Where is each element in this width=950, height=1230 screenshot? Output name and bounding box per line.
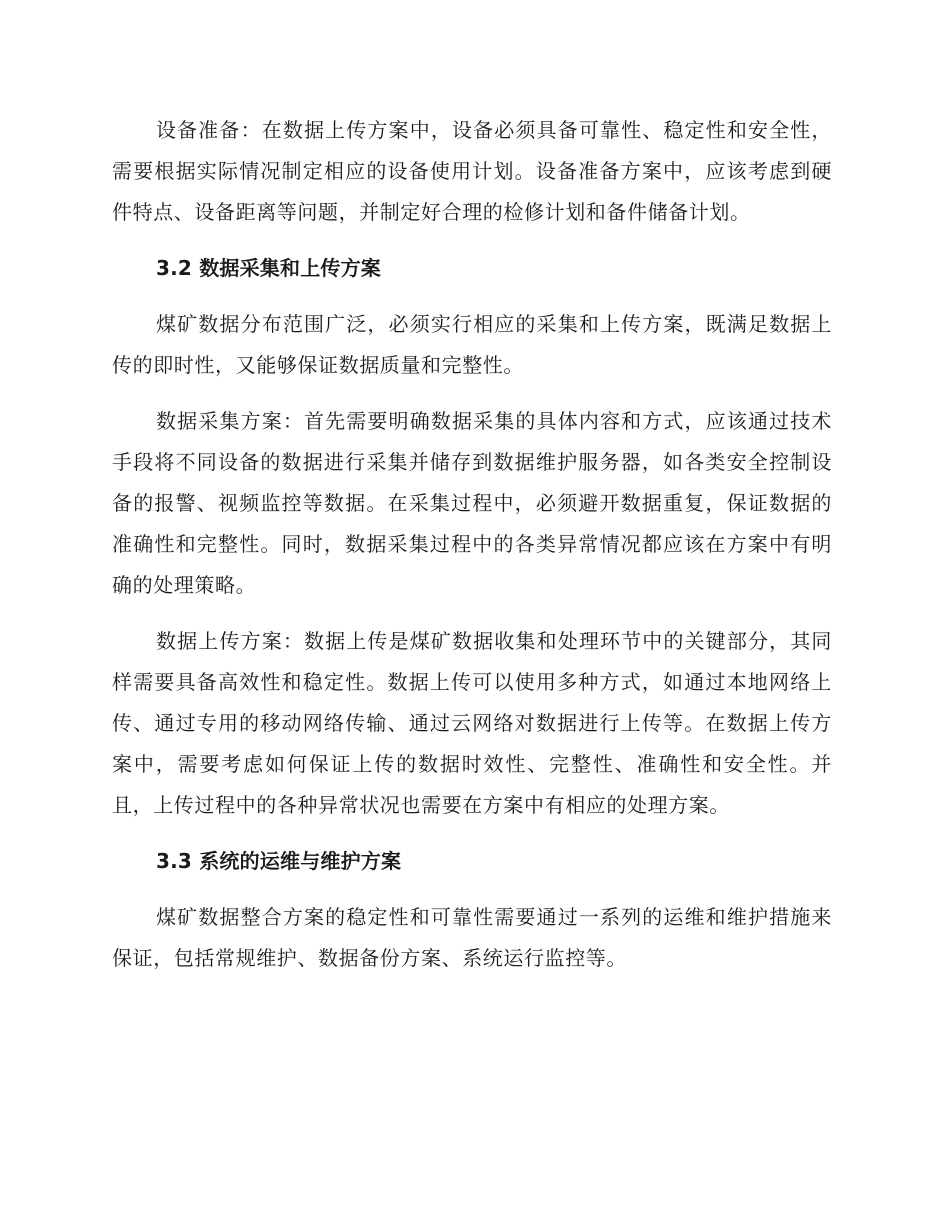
paragraph-data-collection: 数据采集方案：首先需要明确数据采集的具体内容和方式，应该通过技术手段将不同设备的数据进行采集并储存到数据维护服务器，如各类安全控制设备的报警、视频监控等数据。在采集过程中，必须避开数据重复，保证数据的准确性和完整性。同时，数据采集过程中的各类异常情况都应该在方案中有明确的处理策略。 — [112, 409, 832, 597]
document-page — [112, 110, 832, 994]
paragraph-device-preparation: 设备准备：在数据上传方案中，设备必须具备可靠性、稳定性和安全性，需要根据实际情况制定相应的设备使用计划。设备准备方案中，应该考虑到硬件特点、设备距离等问题，并制定好合理的检修计划和备件储备计划。 — [112, 118, 832, 224]
paragraph-3-3-intro: 煤矿数据整合方案的稳定性和可靠性需要通过一系列的运维和维护措施来保证，包括常规维护、数据备份方案、系统运行监控等。 — [112, 905, 832, 970]
section-heading-3-3: 3.3 系统的运维与维护方案 — [156, 849, 402, 873]
paragraph-3-2-intro: 煤矿数据分布范围广泛，必须实行相应的采集和上传方案，既满足数据上传的即时性，又能够保证数据质量和完整性。 — [112, 312, 832, 377]
paragraph-data-upload: 数据上传方案：数据上传是煤矿数据收集和处理环节中的关键部分，其同样需要具备高效性和稳定性。数据上传可以使用多种方式，如通过本地网络上传、通过专用的移动网络传输、通过云网络对数据进行上传等。在数据上传方案中，需要考虑如何保证上传的数据时效性、完整性、准确性和安全性。并且，上传过程中的各种异常状况也需要在方案中有相应的处理方案。 — [112, 629, 832, 817]
section-heading-3-2: 3.2 数据采集和上传方案 — [156, 256, 381, 280]
